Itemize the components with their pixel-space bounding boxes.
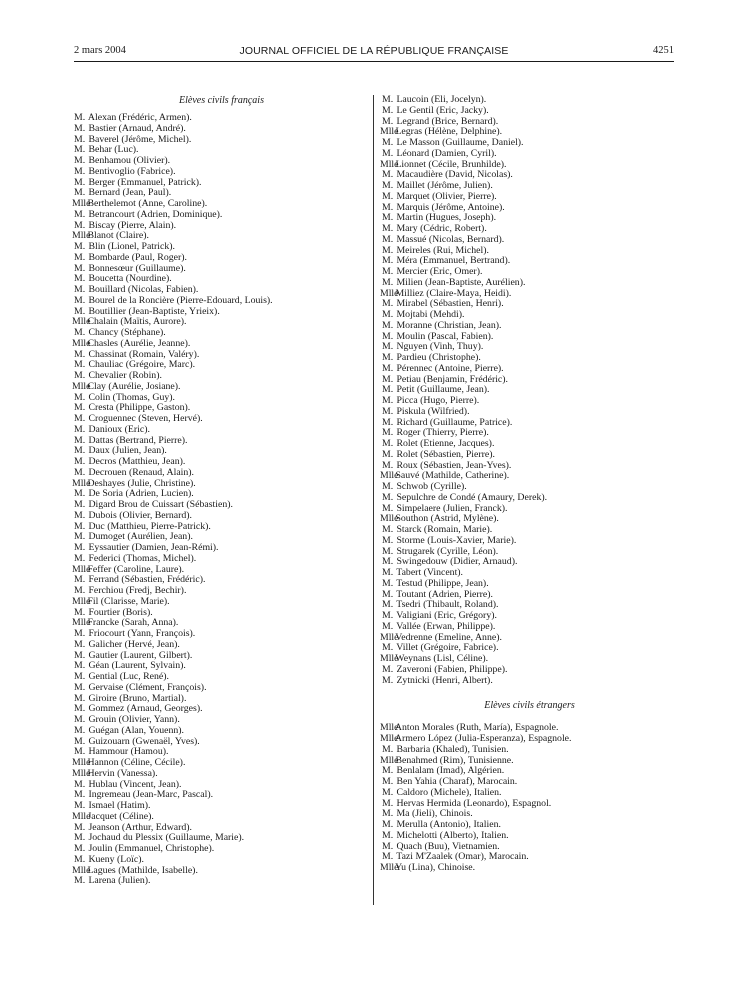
student-name: Decrouen (Renaud, Alain). <box>88 466 195 478</box>
civility: M. <box>382 577 394 589</box>
civility: M. <box>74 219 86 231</box>
civility: Mlle <box>72 477 91 489</box>
civility: M. <box>382 438 394 449</box>
civility: M. <box>382 743 394 755</box>
civility: M. <box>74 466 86 478</box>
student-name: Legras (Hélène, Delphine). <box>395 126 503 138</box>
civility: M. <box>74 520 86 532</box>
student-name: Sepulchre de Condé (Amaury, Derek). <box>396 491 548 503</box>
student-name: Rolet (Sébastien, Pierre). <box>396 448 495 460</box>
student-name: Testud (Philippe, Jean). <box>396 577 489 589</box>
civility: Mlle <box>380 513 399 525</box>
section-title-foreign: Elèves civils étrangers <box>484 700 575 712</box>
civility: M. <box>382 244 394 256</box>
civility: M. <box>382 776 394 787</box>
foreign-students-list <box>382 723 677 874</box>
student-name: Tabert (Vincent). <box>396 567 464 578</box>
student-name: Villet (Grégoire, Fabrice). <box>396 642 499 654</box>
student-name: Grouin (Olivier, Yann). <box>88 714 180 725</box>
civility: M. <box>74 821 86 833</box>
civility: Mlle <box>72 380 91 392</box>
civility: M. <box>74 370 86 381</box>
civility: Mlle <box>72 563 91 575</box>
civility: Mlle <box>72 767 91 779</box>
student-name: Guizouarn (Gwenaël, Yves). <box>88 735 200 747</box>
civility: Mlle <box>72 198 91 209</box>
civility: M. <box>382 255 394 267</box>
student-name: Zaveroni (Fabien, Philippe). <box>396 663 508 675</box>
civility: M. <box>74 488 86 500</box>
civility: M. <box>382 373 394 385</box>
student-name: Dattas (Bertrand, Pierre). <box>88 434 188 446</box>
civility: M. <box>74 628 86 639</box>
student-name: Hervin (Vanessa). <box>87 767 158 779</box>
student-name: Legrand (Brice, Bernard). <box>396 115 499 127</box>
civility: Mlle <box>72 757 91 768</box>
student-name: Pardieu (Christophe). <box>396 352 481 363</box>
student-name: Vallée (Erwan, Philippe). <box>396 620 496 632</box>
student-name: Petiau (Benjamin, Frédéric). <box>396 373 508 385</box>
civility: M. <box>382 276 394 288</box>
student-name: Valigiani (Eric, Grégory). <box>396 610 497 621</box>
civility: M. <box>74 724 86 736</box>
student-name: Petit (Guillaume, Jean). <box>396 384 490 396</box>
list-item <box>382 676 677 687</box>
student-name: Chevalier (Robin). <box>88 370 162 381</box>
student-name: Gervaise (Clément, François). <box>88 681 207 693</box>
student-name: Benlalam (Imad), Algérien. <box>396 765 505 777</box>
student-name: Kueny (Loïc). <box>88 853 144 865</box>
civility: M. <box>382 819 394 830</box>
student-name: Milien (Jean-Baptiste, Aurélien). <box>396 276 526 288</box>
civility: M. <box>74 327 86 338</box>
civility: M. <box>382 663 394 675</box>
civility: M. <box>382 405 394 417</box>
student-name: Jochaud du Plessix (Guillaume, Marie). <box>88 832 245 844</box>
civility: Mlle <box>380 862 399 873</box>
student-name: Roger (Thierry, Pierre). <box>396 427 489 439</box>
student-name: Léonard (Damien, Cyril). <box>396 147 497 159</box>
student-name: Jeanson (Arthur, Edward). <box>88 821 192 833</box>
student-name: Mojtabi (Mehdi). <box>396 309 465 320</box>
student-name: Ingremeau (Jean-Marc, Pascal). <box>88 789 214 801</box>
student-name: Hammour (Hamou). <box>88 746 169 758</box>
civility: M. <box>382 362 394 374</box>
civility: M. <box>382 808 394 820</box>
student-name: Fourtier (Boris). <box>88 606 153 618</box>
civility: M. <box>74 456 86 467</box>
civility: M. <box>382 319 394 331</box>
list-item <box>74 876 369 887</box>
civility: M. <box>74 681 86 693</box>
student-name: Danioux (Eric). <box>88 423 150 435</box>
civility: M. <box>74 348 86 360</box>
student-name: Richard (Guillaume, Patrice). <box>396 416 513 428</box>
civility: M. <box>382 786 394 798</box>
student-name: Ben Yahia (Charaf), Marocain. <box>396 776 518 787</box>
civility: M. <box>382 137 394 148</box>
civility: M. <box>74 208 86 220</box>
civility: M. <box>74 552 86 564</box>
student-name: Armero López (Julia-Esperanza), Espagnole. <box>394 733 572 744</box>
civility: M. <box>74 434 86 446</box>
civility: M. <box>74 262 86 274</box>
student-name: Digard Brou de Cuissart (Sébastien). <box>88 499 233 510</box>
civility: M. <box>74 241 86 252</box>
student-name: Chalain (Maïtis, Aurore). <box>87 316 187 328</box>
civility: M. <box>74 112 86 123</box>
civility: M. <box>382 491 394 503</box>
student-name: Bourel de la Roncière (Pierre-Edouard, Louis). <box>88 294 273 306</box>
civility: M. <box>74 789 86 801</box>
student-name: Southon (Astrid, Mylène). <box>395 513 499 525</box>
student-name: De Soria (Adrien, Lucien). <box>88 488 194 500</box>
student-name: Ma (Jieli), Chinois. <box>396 808 473 820</box>
student-name: Colin (Thomas, Guy). <box>88 391 175 403</box>
student-name: Mirabel (Sébastien, Henri). <box>396 298 504 310</box>
civility: M. <box>74 606 86 618</box>
student-name: Bentivoglio (Fabrice). <box>88 165 176 177</box>
civility: M. <box>382 104 394 116</box>
civility: M. <box>382 212 394 224</box>
student-name: Caldoro (Michele), Italien. <box>396 786 502 798</box>
civility: M. <box>74 122 86 134</box>
student-name: Berthelemot (Anne, Caroline). <box>87 198 208 209</box>
student-name: Francke (Sarah, Anna). <box>87 617 179 629</box>
civility: Mlle <box>380 631 399 643</box>
student-name: Rolet (Etienne, Jacques). <box>396 438 495 449</box>
french-students-list-continued <box>382 95 677 686</box>
civility: M. <box>382 840 394 852</box>
student-name: Tsedri (Thibault, Roland). <box>396 599 499 611</box>
civility: Mlle <box>72 230 91 242</box>
student-name: Bernard (Jean, Paul). <box>88 187 172 199</box>
student-name: Milliez (Claire-Maya, Heidi). <box>395 287 512 299</box>
civility: Mlle <box>380 470 399 482</box>
student-name: Croguennec (Steven, Hervé). <box>88 413 203 424</box>
student-name: Gential (Luc, René). <box>88 671 169 682</box>
student-name: Roux (Sébastien, Jean-Yves). <box>396 459 512 471</box>
student-name: Bastier (Arnaud, André). <box>88 122 186 134</box>
civility: M. <box>74 176 86 188</box>
civility: M. <box>382 502 394 514</box>
civility: M. <box>74 832 86 844</box>
student-name: Friocourt (Yann, François). <box>88 628 196 639</box>
student-name: Marquis (Jérôme, Antoine). <box>396 201 505 213</box>
civility: M. <box>74 402 86 414</box>
civility: Mlle <box>72 810 91 822</box>
civility: Mlle <box>380 287 399 299</box>
civility: M. <box>382 147 394 159</box>
civility: M. <box>382 427 394 439</box>
civility: M. <box>74 359 86 371</box>
civility: M. <box>382 534 394 546</box>
student-name: Mary (Cédric, Robert). <box>396 223 487 234</box>
student-name: Tazi M'Zaalek (Omar), Marocain. <box>396 851 529 863</box>
student-name: Bonnesœur (Guillaume). <box>88 262 186 274</box>
student-name: Moranne (Christian, Jean). <box>396 319 502 331</box>
student-name: Benhamou (Olivier). <box>88 155 171 166</box>
civility: M. <box>382 94 394 105</box>
civility: M. <box>382 797 394 809</box>
civility: M. <box>382 567 394 578</box>
student-name: Ferrand (Sébastien, Frédéric). <box>88 574 206 586</box>
issue-date: 2 mars 2004 <box>74 45 126 56</box>
student-name: Gautier (Laurent, Gilbert). <box>88 649 193 661</box>
student-name: Méra (Emmanuel, Bertrand). <box>396 255 511 267</box>
student-name: Sauvé (Mathilde, Catherine). <box>395 470 510 482</box>
student-name: Fil (Clarisse, Marie). <box>87 595 170 607</box>
student-name: Duc (Matthieu, Pierre-Patrick). <box>88 520 211 532</box>
student-name: Gommez (Arnaud, Georges). <box>88 703 203 715</box>
civility: M. <box>74 133 86 145</box>
student-name: Chancy (Stéphane). <box>88 327 166 338</box>
civility: M. <box>382 545 394 557</box>
civility: Mlle <box>72 316 91 328</box>
civility: M. <box>382 642 394 654</box>
student-name: Ismael (Hatim). <box>88 800 151 811</box>
student-name: Merulla (Antonio), Italien. <box>396 819 501 830</box>
student-name: Guégan (Alan, Youenn). <box>88 724 184 736</box>
civility: M. <box>382 190 394 202</box>
civility: M. <box>74 509 86 521</box>
list-item <box>382 863 677 874</box>
civility: M. <box>382 169 394 181</box>
civility: M. <box>74 800 86 811</box>
civility: M. <box>74 144 86 156</box>
student-name: Boutillier (Jean-Baptiste, Yrieix). <box>88 305 220 317</box>
civility: M. <box>74 714 86 725</box>
student-name: Biscay (Pierre, Alain). <box>88 219 177 231</box>
student-name: Toutant (Adrien, Pierre). <box>396 588 493 600</box>
student-name: Betrancourt (Adrien, Dominique). <box>88 208 223 220</box>
civility: M. <box>74 746 86 758</box>
civility: M. <box>382 556 394 568</box>
civility: M. <box>382 330 394 342</box>
civility: Mlle <box>72 617 91 629</box>
student-name: Starck (Romain, Marie). <box>396 524 493 535</box>
student-name: Giroire (Bruno, Martial). <box>88 692 187 704</box>
left-column <box>74 95 369 887</box>
student-name: Weynans (Lisl, Céline). <box>395 653 489 664</box>
civility: M. <box>74 692 86 704</box>
civility: Mlle <box>380 754 399 766</box>
student-name: Alexan (Frédéric, Armen). <box>87 112 192 123</box>
student-name: Benahmed (Rim), Tunisienne. <box>395 754 514 766</box>
student-name: Massué (Nicolas, Bernard). <box>396 233 505 245</box>
civility: M. <box>74 778 86 790</box>
civility: M. <box>382 180 394 191</box>
student-name: Pérennec (Antoine, Pierre). <box>396 362 504 374</box>
header-rule <box>74 61 674 62</box>
column-separator <box>373 95 374 905</box>
civility: M. <box>382 765 394 777</box>
civility: M. <box>74 542 86 553</box>
civility: M. <box>74 585 86 596</box>
civility: M. <box>74 165 86 177</box>
student-name: Federici (Thomas, Michel). <box>88 552 197 564</box>
civility: M. <box>74 853 86 865</box>
student-name: Lagues (Mathilde, Isabelle). <box>87 864 198 876</box>
student-name: Behar (Luc). <box>88 144 139 156</box>
civility: M. <box>74 294 86 306</box>
student-name: Larena (Julien). <box>88 875 151 887</box>
student-name: Clay (Aurélie, Josiane). <box>87 380 181 392</box>
student-name: Yu (Lina), Chinoise. <box>395 862 476 873</box>
student-name: Baverel (Jérôme, Michel). <box>88 133 192 145</box>
student-name: Chassinat (Romain, Valéry). <box>88 348 200 360</box>
student-name: Jacquet (Céline). <box>87 810 154 822</box>
student-name: Strugarek (Cyrille, Léon). <box>396 545 499 557</box>
student-name: Decros (Matthieu, Jean). <box>88 456 186 467</box>
civility: M. <box>74 251 86 263</box>
student-name: Meireles (Rui, Michel). <box>396 244 489 256</box>
student-name: Picca (Hugo, Pierre). <box>396 395 480 406</box>
civility: M. <box>74 671 86 682</box>
student-name: Berger (Emmanuel, Patrick). <box>88 176 202 188</box>
student-name: Daux (Julien, Jean). <box>88 445 167 457</box>
student-name: Anton Morales (Ruth, María), Espagnole. <box>394 722 559 734</box>
student-name: Hervas Hermida (Leonardo), Espagnol. <box>396 797 552 809</box>
student-name: Le Gentil (Eric, Jacky). <box>396 104 489 116</box>
student-name: Ferchiou (Fredj, Bechir). <box>88 585 187 596</box>
student-name: Joulin (Emmanuel, Christophe). <box>88 843 215 854</box>
civility: M. <box>74 843 86 854</box>
student-name: Lionnet (Cécile, Brunhilde). <box>395 158 507 170</box>
student-name: Mercier (Eric, Omer). <box>396 266 483 277</box>
civility: M. <box>74 187 86 199</box>
section-title-french: Elèves civils français <box>179 95 264 106</box>
civility: M. <box>382 610 394 621</box>
civility: Mlle <box>380 126 399 138</box>
student-name: Cresta (Philippe, Gaston). <box>88 402 191 414</box>
student-name: Macaudière (David, Nicolas). <box>396 169 513 181</box>
student-name: Martin (Hugues, Joseph). <box>396 212 497 224</box>
french-students-list <box>74 113 369 887</box>
civility: Mlle <box>380 722 399 734</box>
civility: M. <box>74 273 86 285</box>
student-name: Deshayes (Julie, Christine). <box>87 477 196 489</box>
student-name: Piskula (Wilfried). <box>396 405 470 417</box>
civility: Mlle <box>72 337 91 349</box>
civility: M. <box>382 233 394 245</box>
student-name: Blanot (Claire). <box>87 230 149 242</box>
page-header <box>74 44 674 58</box>
civility: M. <box>74 155 86 166</box>
civility: Mlle <box>72 864 91 876</box>
civility: Mlle <box>72 595 91 607</box>
civility: M. <box>382 459 394 471</box>
civility: M. <box>382 524 394 535</box>
civility: M. <box>382 309 394 320</box>
student-name: Chasles (Aurélie, Jeanne). <box>87 337 191 349</box>
civility: M. <box>74 391 86 403</box>
civility: M. <box>382 115 394 127</box>
civility: M. <box>382 674 394 686</box>
civility: M. <box>74 638 86 650</box>
student-name: Le Masson (Guillaume, Daniel). <box>396 137 524 148</box>
civility: Mlle <box>380 653 399 664</box>
civility: M. <box>74 574 86 586</box>
student-name: Chauliac (Grégoire, Marc). <box>88 359 196 371</box>
civility: M. <box>74 445 86 457</box>
student-name: Dubois (Olivier, Bernard). <box>88 509 192 521</box>
student-name: Laucoin (Eli, Jocelyn). <box>396 94 487 105</box>
student-name: Quach (Buu), Vietnamien. <box>396 840 500 852</box>
right-column <box>382 95 677 874</box>
civility: M. <box>74 735 86 747</box>
student-name: Bombarde (Paul, Roger). <box>88 251 187 263</box>
civility: M. <box>74 499 86 510</box>
civility: M. <box>382 395 394 406</box>
student-name: Galicher (Hervé, Jean). <box>88 638 180 650</box>
civility: M. <box>382 298 394 310</box>
student-name: Eyssautier (Damien, Jean-Rémi). <box>88 542 219 553</box>
student-name: Nguyen (Vinh, Thuy). <box>396 341 484 353</box>
student-name: Simpelaere (Julien, Franck). <box>396 502 508 514</box>
student-name: Vedrenne (Emeline, Anne). <box>395 631 502 643</box>
page-number: 4251 <box>653 45 674 56</box>
civility: M. <box>382 620 394 632</box>
student-name: Blin (Lionel, Patrick). <box>88 241 175 252</box>
student-name: Hannon (Céline, Cécile). <box>87 757 186 768</box>
civility: M. <box>382 448 394 460</box>
journal-title: JOURNAL OFFICIEL DE LA RÉPUBLIQUE FRANÇAISE <box>239 45 509 57</box>
civility: M. <box>382 266 394 277</box>
civility: M. <box>74 649 86 661</box>
student-name: Feffer (Caroline, Laure). <box>87 563 185 575</box>
civility: M. <box>382 201 394 213</box>
civility: M. <box>74 284 86 295</box>
civility: M. <box>382 223 394 234</box>
civility: M. <box>382 341 394 353</box>
student-name: Géan (Laurent, Sylvain). <box>88 660 186 672</box>
civility: M. <box>382 384 394 396</box>
student-name: Storme (Louis-Xavier, Marie). <box>396 534 517 546</box>
student-name: Boucetta (Nourdine). <box>88 273 172 285</box>
student-name: Swingedouw (Didier, Arnaud). <box>396 556 518 568</box>
civility: M. <box>74 703 86 715</box>
civility: Mlle <box>380 158 399 170</box>
student-name: Hublau (Vincent, Jean). <box>88 778 182 790</box>
civility: M. <box>74 531 86 543</box>
civility: M. <box>382 599 394 611</box>
student-name: Schwob (Cyrille). <box>396 481 467 492</box>
civility: M. <box>382 851 394 863</box>
civility: M. <box>74 305 86 317</box>
civility: M. <box>74 423 86 435</box>
civility: M. <box>382 829 394 841</box>
civility: M. <box>74 875 86 887</box>
civility: M. <box>382 588 394 600</box>
student-name: Bouillard (Nicolas, Fabien). <box>88 284 199 295</box>
student-name: Dumoget (Aurélien, Jean). <box>88 531 193 543</box>
student-name: Moulin (Pascal, Fabien). <box>396 330 494 342</box>
student-name: Zytnicki (Henri, Albert). <box>396 674 493 686</box>
student-name: Michelotti (Alberto), Italien. <box>396 829 509 841</box>
civility: M. <box>382 352 394 363</box>
civility: Mlle <box>380 733 399 744</box>
civility: M. <box>382 481 394 492</box>
civility: M. <box>382 416 394 428</box>
civility: M. <box>74 413 86 424</box>
student-name: Marquet (Olivier, Pierre). <box>396 190 497 202</box>
student-name: Barbaria (Khaled), Tunisien. <box>396 743 509 755</box>
student-name: Maillet (Jérôme, Julien). <box>396 180 493 191</box>
civility: M. <box>74 660 86 672</box>
